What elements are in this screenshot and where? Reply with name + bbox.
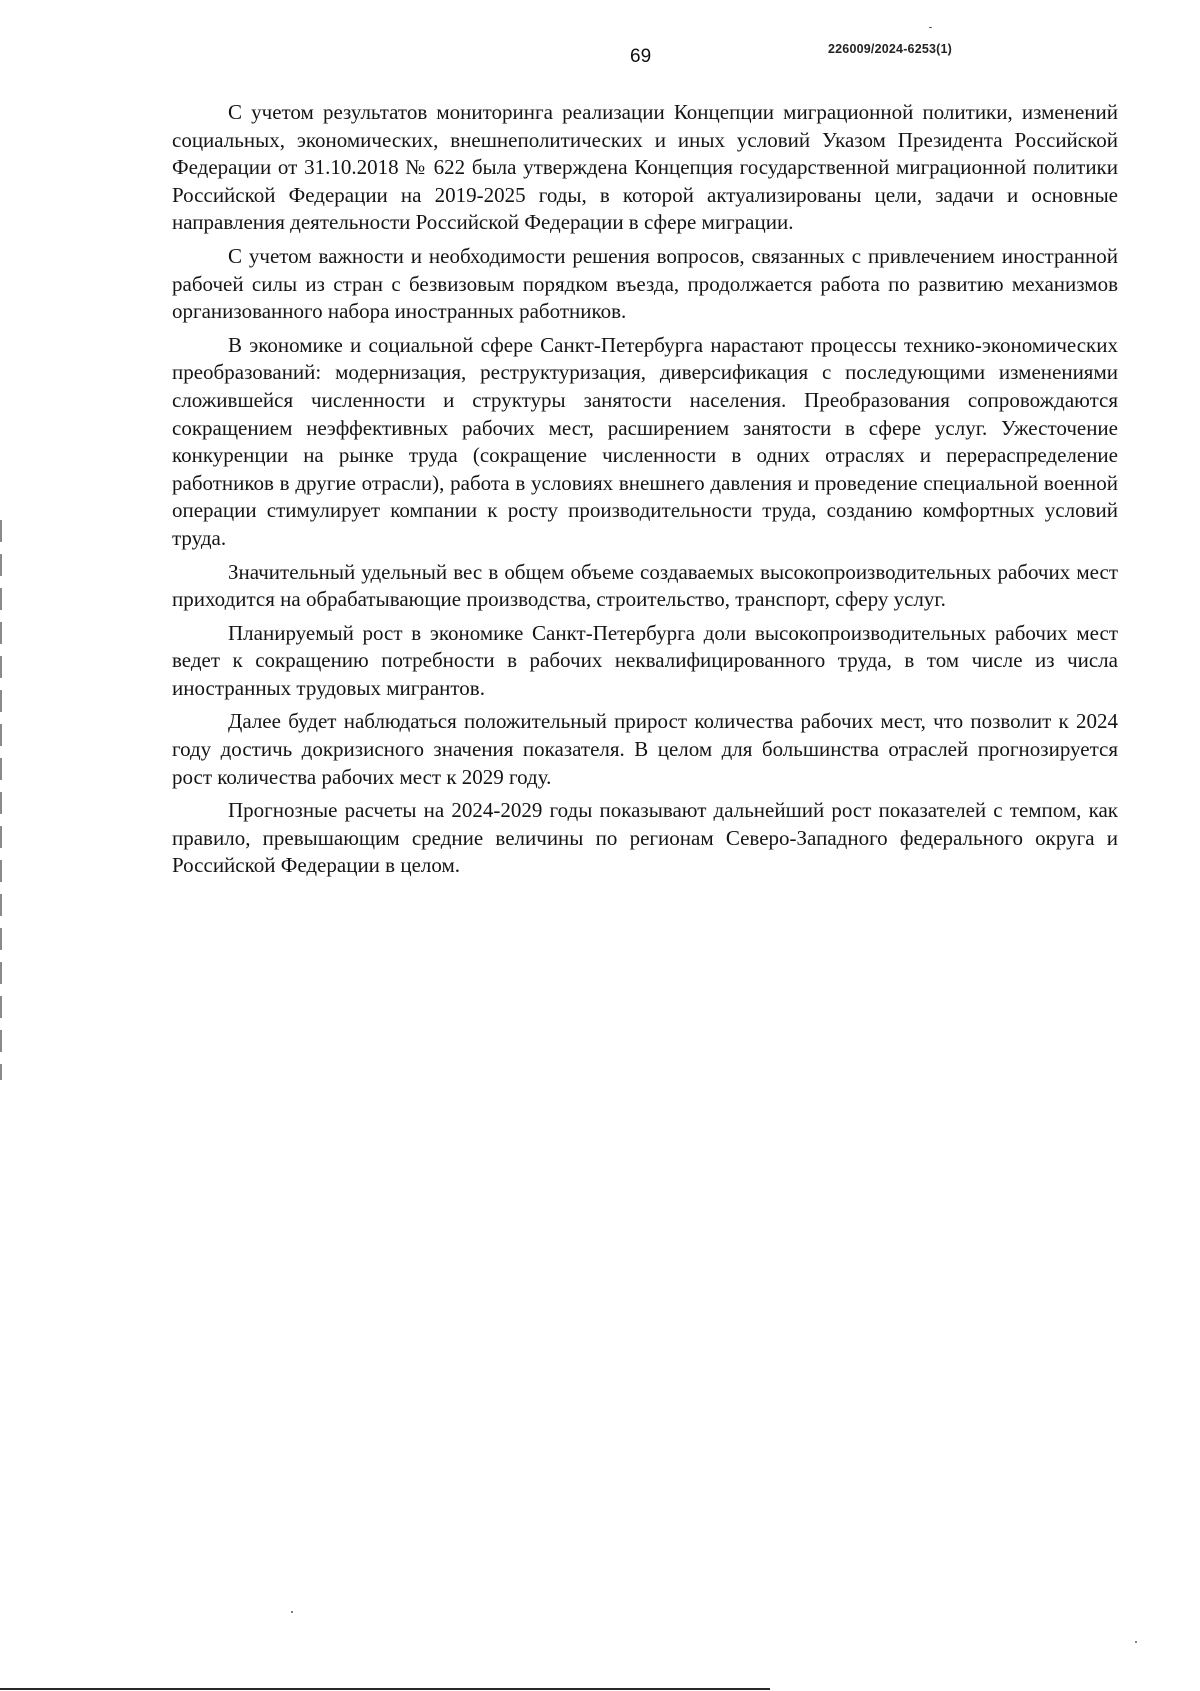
- paragraph-economic-transformations: В экономике и социальной сфере Санкт-Петербурга нарастают процессы технико-экономических преобразований: модернизация, реструктуризация, диверсификация с последующими изменениями сложившейся численности и структуры занятости населения. Преобразования сопровождаются сокращением неэффективных рабочих мест, расширением занятости в сфере услуг. Ужесточение конкуренции на рынке труда (сокращение численности в одних отраслях и перераспределение работников в другие отрасли), работа в условиях внешнего давления и проведение специальной военной операции стимулирует компании к росту производительности труда, созданию комфортных условий труда.: [172, 332, 1118, 550]
- scan-speck: [291, 1611, 293, 1613]
- body-text: [172, 99, 1118, 886]
- paragraph-foreign-labor: С учетом важности и необходимости решения вопросов, связанных с привлечением иностранной рабочей силы из стран с безвизовым порядком въезда, продолжается работа по развитию механизмов организованного набора иностранных работников.: [172, 243, 1118, 324]
- paragraph-job-growth: Далее будет наблюдаться положительный прирост количества рабочих мест, что позволит к 2024 году достичь докризисного значения показателя. В целом для большинства отраслей прогнозируется рост количества рабочих мест к 2029 году.: [172, 709, 1118, 789]
- scan-speck: [929, 27, 932, 28]
- scan-speck: [1135, 1641, 1137, 1643]
- paragraph-high-productivity-jobs: Значительный удельный вес в общем объеме создаваемых высокопроизводительных рабочих мест приходится на обрабатывающие производства, строительство, транспорт, сферу услуг.: [172, 559, 1118, 612]
- page-number: 69: [630, 46, 652, 67]
- paragraph-planned-growth: Планируемый рост в экономике Санкт-Петербурга доли высокопроизводительных рабочих мест ведет к сокращению потребности в рабочих неквалифицированного труда, в том числе из числа иностранных трудовых мигрантов.: [172, 620, 1118, 700]
- scan-edge-mark: [0, 520, 2, 1080]
- document-id: 226009/2024-6253(1): [828, 42, 953, 56]
- paragraph-migration-concept: С учетом результатов мониторинга реализации Концепции миграционной политики, изменений социальных, экономических, внешнеполитических и иных условий Указом Президента Российской Федерации от 31.10.2018 № 622 была утверждена Концепция государственной миграционной политики Российской Федерации на 2019-2025 годы, в которой актуализированы цели, задачи и основные направления деятельности Российской Федерации в сфере миграции.: [172, 100, 1118, 235]
- scan-bottom-rule: [0, 1688, 770, 1690]
- paragraph-forecast: Прогнозные расчеты на 2024-2029 годы показывают дальнейший рост показателей с темпом, как правило, превышающим средние величины по регионам Северо-Западного федерального округа и Российской Федерации в целом.: [172, 798, 1118, 878]
